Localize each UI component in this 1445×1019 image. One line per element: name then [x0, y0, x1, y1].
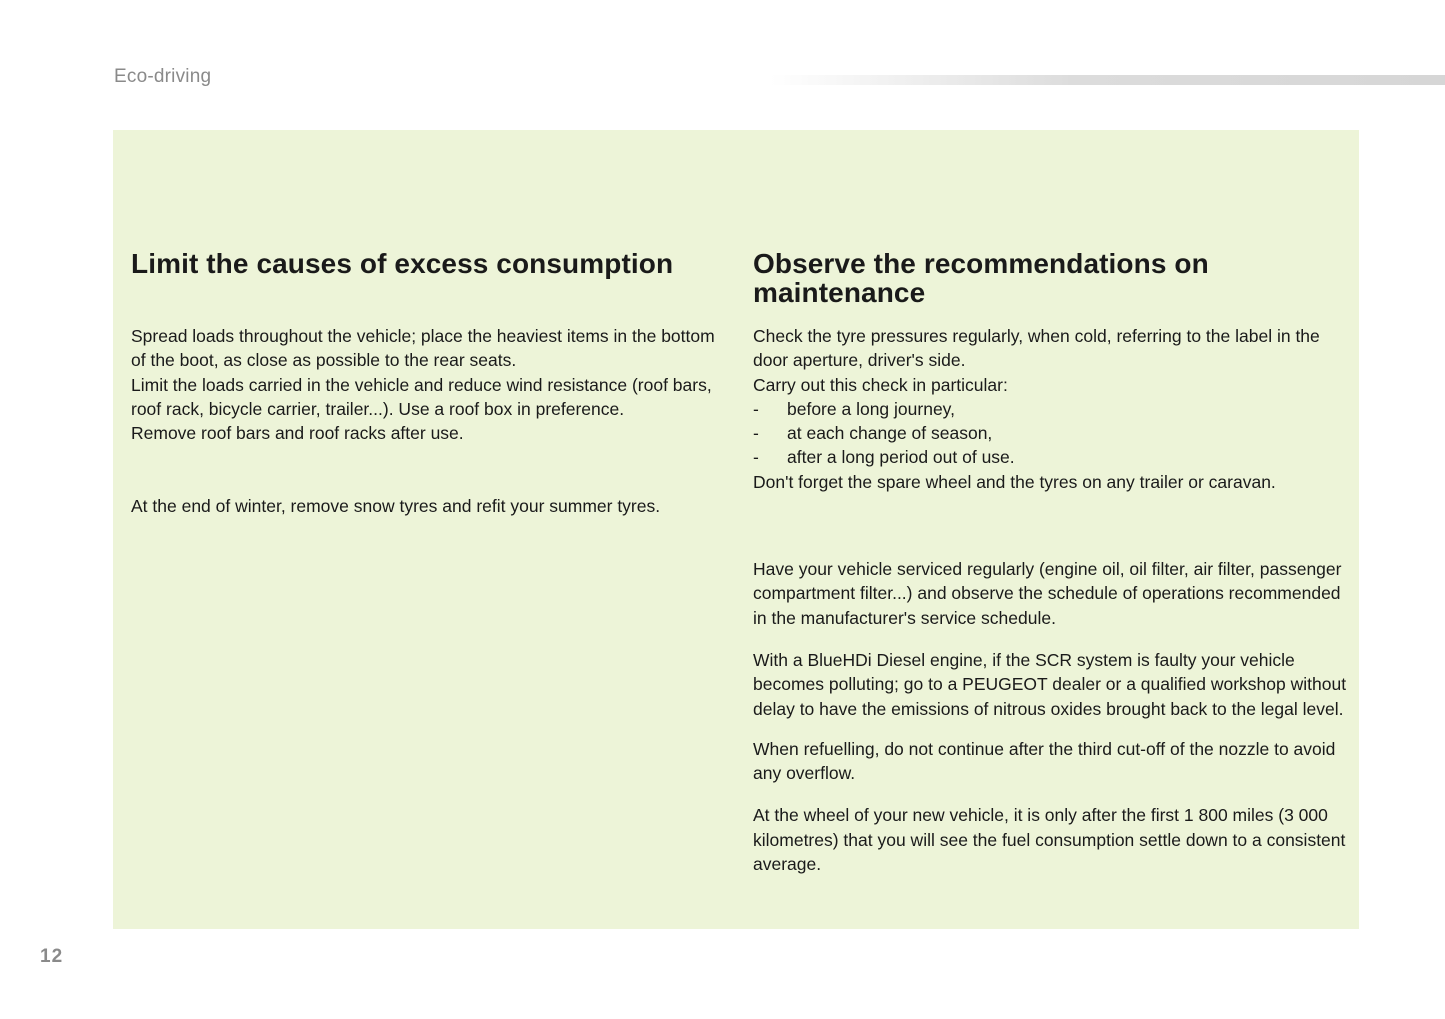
new-vehicle-paragraph: At the wheel of your new vehicle, it is only after the first 1 800 miles (3 000 kilometres) that you will see the fuel consumption settle down to a consistent average.: [753, 805, 1346, 875]
service-paragraph: Have your vehicle serviced regularly (engine oil, oil filter, air filter, passenger compartment filter...) and observe the schedule of operations recommended in the manufacturer's service schedule.: [753, 559, 1342, 628]
list-item: - at each change of season,: [753, 423, 993, 444]
tyre-check-paragraph: Check the tyre pressures regularly, when cold, referring to the label in the door aperture, driver's side.: [753, 326, 1320, 371]
left-heading: Limit the causes of excess consumption: [131, 248, 674, 279]
roof-bars-paragraph: Remove roof bars and roof racks after use.: [131, 423, 464, 444]
loads-paragraph: Spread loads throughout the vehicle; place the heaviest items in the bottom of the boot, as close as possible to the rear seats.: [131, 326, 715, 371]
list-item: - after a long period out of use.: [753, 447, 1015, 468]
spare-wheel-note: Don't forget the spare wheel and the tyres on any trailer or caravan.: [753, 471, 1276, 492]
list-item: - before a long journey,: [753, 398, 955, 419]
section-title: Eco-driving: [114, 66, 212, 87]
header-rule: [770, 75, 1445, 85]
check-intro: Carry out this check in particular:: [753, 374, 1008, 395]
winter-tyres-paragraph: At the end of winter, remove snow tyres and refit your summer tyres.: [131, 496, 661, 517]
left-column: [131, 249, 721, 519]
right-heading: Observe the recommendations on maintenance: [753, 248, 1209, 308]
refuelling-paragraph: When refuelling, do not continue after the third cut-off of the nozzle to avoid any overflow.: [753, 738, 1336, 784]
wind-resistance-paragraph: Limit the loads carried in the vehicle and reduce wind resistance (roof bars, roof rack, bicycle carrier, trailer...). Use a roof box in preference.: [131, 374, 712, 419]
check-list: [753, 397, 1348, 470]
right-column: [753, 249, 1348, 876]
page-number: 12: [40, 946, 64, 967]
bluehdi-paragraph: With a BlueHDi Diesel engine, if the SCR system is faulty your vehicle becomes polluting; go to a PEUGEOT dealer or a qualified workshop without delay to have the emissions of nitrous oxides brought back to the legal level.: [753, 649, 1347, 719]
